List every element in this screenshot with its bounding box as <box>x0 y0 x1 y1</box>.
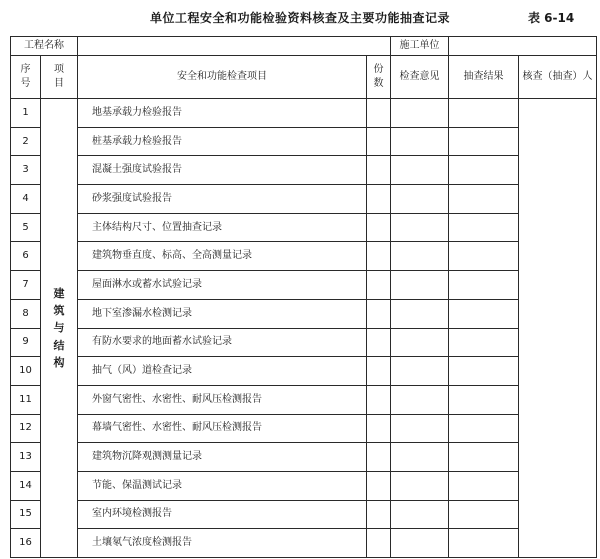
row-number: 16 <box>11 529 41 558</box>
check-item-name: 有防水要求的地面蓄水试验记录 <box>78 328 367 357</box>
check-item-name: 主体结构尺寸、位置抽查记录 <box>78 213 367 242</box>
spot-result-cell[interactable] <box>449 242 519 271</box>
opinion-cell[interactable] <box>391 156 449 185</box>
category-label: 建筑与结构 <box>53 287 65 369</box>
copies-cell[interactable] <box>367 242 391 271</box>
row-number: 1 <box>11 99 41 128</box>
spot-result-cell[interactable] <box>449 357 519 386</box>
copies-cell[interactable] <box>367 471 391 500</box>
row-number: 3 <box>11 156 41 185</box>
table-row <box>11 385 597 414</box>
col-checker-header: 核查（抽查）人 <box>519 56 597 99</box>
opinion-cell[interactable] <box>391 185 449 214</box>
table-row <box>11 529 597 558</box>
spot-result-cell[interactable] <box>449 99 519 128</box>
copies-cell[interactable] <box>367 271 391 300</box>
opinion-cell[interactable] <box>391 443 449 472</box>
col-opinion-header: 检查意见 <box>391 56 449 99</box>
table-row <box>11 443 597 472</box>
spot-result-cell[interactable] <box>449 471 519 500</box>
checker-cell[interactable] <box>519 99 597 558</box>
opinion-cell[interactable] <box>391 328 449 357</box>
construction-unit-field[interactable] <box>449 37 597 56</box>
spot-result-cell[interactable] <box>449 213 519 242</box>
table-row <box>11 328 597 357</box>
check-item-name: 节能、保温测试记录 <box>78 471 367 500</box>
row-number: 4 <box>11 185 41 214</box>
row-number: 13 <box>11 443 41 472</box>
spot-result-cell[interactable] <box>449 328 519 357</box>
table-row <box>11 99 597 128</box>
copies-cell[interactable] <box>367 328 391 357</box>
copies-cell[interactable] <box>367 443 391 472</box>
col-seq-label: 序号 <box>20 64 31 89</box>
col-spot-result-header: 抽查结果 <box>449 56 519 99</box>
copies-cell[interactable] <box>367 385 391 414</box>
col-copies-header <box>367 56 391 99</box>
check-item-name: 建筑物垂直度、标高、全高测量记录 <box>78 242 367 271</box>
copies-cell[interactable] <box>367 185 391 214</box>
row-number: 7 <box>11 271 41 300</box>
table-row <box>11 414 597 443</box>
table-row <box>11 271 597 300</box>
row-number: 11 <box>11 385 41 414</box>
check-item-name: 地基承载力检验报告 <box>78 99 367 128</box>
check-item-name: 建筑物沉降观测测量记录 <box>78 443 367 472</box>
row-number: 9 <box>11 328 41 357</box>
opinion-cell[interactable] <box>391 414 449 443</box>
copies-cell[interactable] <box>367 213 391 242</box>
table-row <box>11 127 597 156</box>
inspection-table <box>10 36 597 558</box>
title-bar <box>0 9 600 29</box>
col-copies-label: 份数 <box>373 64 384 89</box>
project-name-label: 工程名称 <box>11 37 78 56</box>
check-item-name: 土壤氡气浓度检测报告 <box>78 529 367 558</box>
copies-cell[interactable] <box>367 99 391 128</box>
row-number: 10 <box>11 357 41 386</box>
construction-unit-label: 施工单位 <box>391 37 449 56</box>
table-row <box>11 213 597 242</box>
col-item-label: 项目 <box>54 64 64 89</box>
form-title: 单位工程安全和功能检验资料核查及主要功能抽查记录 <box>149 11 450 25</box>
copies-cell[interactable] <box>367 500 391 529</box>
row-number: 2 <box>11 127 41 156</box>
category-cell <box>41 99 78 558</box>
table-number: 表 6-14 <box>528 11 575 25</box>
copies-cell[interactable] <box>367 156 391 185</box>
row-number: 5 <box>11 213 41 242</box>
row-number: 12 <box>11 414 41 443</box>
copies-cell[interactable] <box>367 414 391 443</box>
table-row <box>11 156 597 185</box>
copies-cell[interactable] <box>367 299 391 328</box>
spot-result-cell[interactable] <box>449 443 519 472</box>
table-row <box>11 357 597 386</box>
check-item-name: 室内环境检测报告 <box>78 500 367 529</box>
check-item-name: 屋面淋水或蓄水试验记录 <box>78 271 367 300</box>
table-row <box>11 185 597 214</box>
check-item-name: 混凝土强度试验报告 <box>78 156 367 185</box>
opinion-cell[interactable] <box>391 500 449 529</box>
opinion-cell[interactable] <box>391 99 449 128</box>
opinion-cell[interactable] <box>391 357 449 386</box>
check-item-name: 桩基承载力检验报告 <box>78 127 367 156</box>
check-item-name: 外窗气密性、水密性、耐风压检测报告 <box>78 385 367 414</box>
table-row <box>11 242 597 271</box>
copies-cell[interactable] <box>367 529 391 558</box>
spot-result-cell[interactable] <box>449 185 519 214</box>
check-item-name: 砂浆强度试验报告 <box>78 185 367 214</box>
project-info-row <box>11 37 597 56</box>
opinion-cell[interactable] <box>391 271 449 300</box>
spot-result-cell[interactable] <box>449 299 519 328</box>
opinion-cell[interactable] <box>391 242 449 271</box>
table-row <box>11 299 597 328</box>
spot-result-cell[interactable] <box>449 385 519 414</box>
table-row <box>11 500 597 529</box>
col-seq-header <box>11 56 41 99</box>
check-item-name: 幕墙气密性、水密性、耐风压检测报告 <box>78 414 367 443</box>
spot-result-cell[interactable] <box>449 156 519 185</box>
opinion-cell[interactable] <box>391 213 449 242</box>
opinion-cell[interactable] <box>391 385 449 414</box>
col-item-header <box>41 56 78 99</box>
opinion-cell[interactable] <box>391 299 449 328</box>
copies-cell[interactable] <box>367 357 391 386</box>
opinion-cell[interactable] <box>391 529 449 558</box>
table-row <box>11 471 597 500</box>
copies-cell[interactable] <box>367 127 391 156</box>
row-number: 8 <box>11 299 41 328</box>
row-number: 6 <box>11 242 41 271</box>
spot-result-cell[interactable] <box>449 127 519 156</box>
opinion-cell[interactable] <box>391 127 449 156</box>
project-name-field[interactable] <box>78 37 391 56</box>
check-item-name: 抽气（风）道检查记录 <box>78 357 367 386</box>
col-check-item-header: 安全和功能检查项目 <box>78 56 367 99</box>
check-item-name: 地下室渗漏水检测记录 <box>78 299 367 328</box>
spot-result-cell[interactable] <box>449 500 519 529</box>
column-header-row <box>11 56 597 99</box>
spot-result-cell[interactable] <box>449 529 519 558</box>
opinion-cell[interactable] <box>391 471 449 500</box>
row-number: 15 <box>11 500 41 529</box>
row-number: 14 <box>11 471 41 500</box>
spot-result-cell[interactable] <box>449 271 519 300</box>
spot-result-cell[interactable] <box>449 414 519 443</box>
